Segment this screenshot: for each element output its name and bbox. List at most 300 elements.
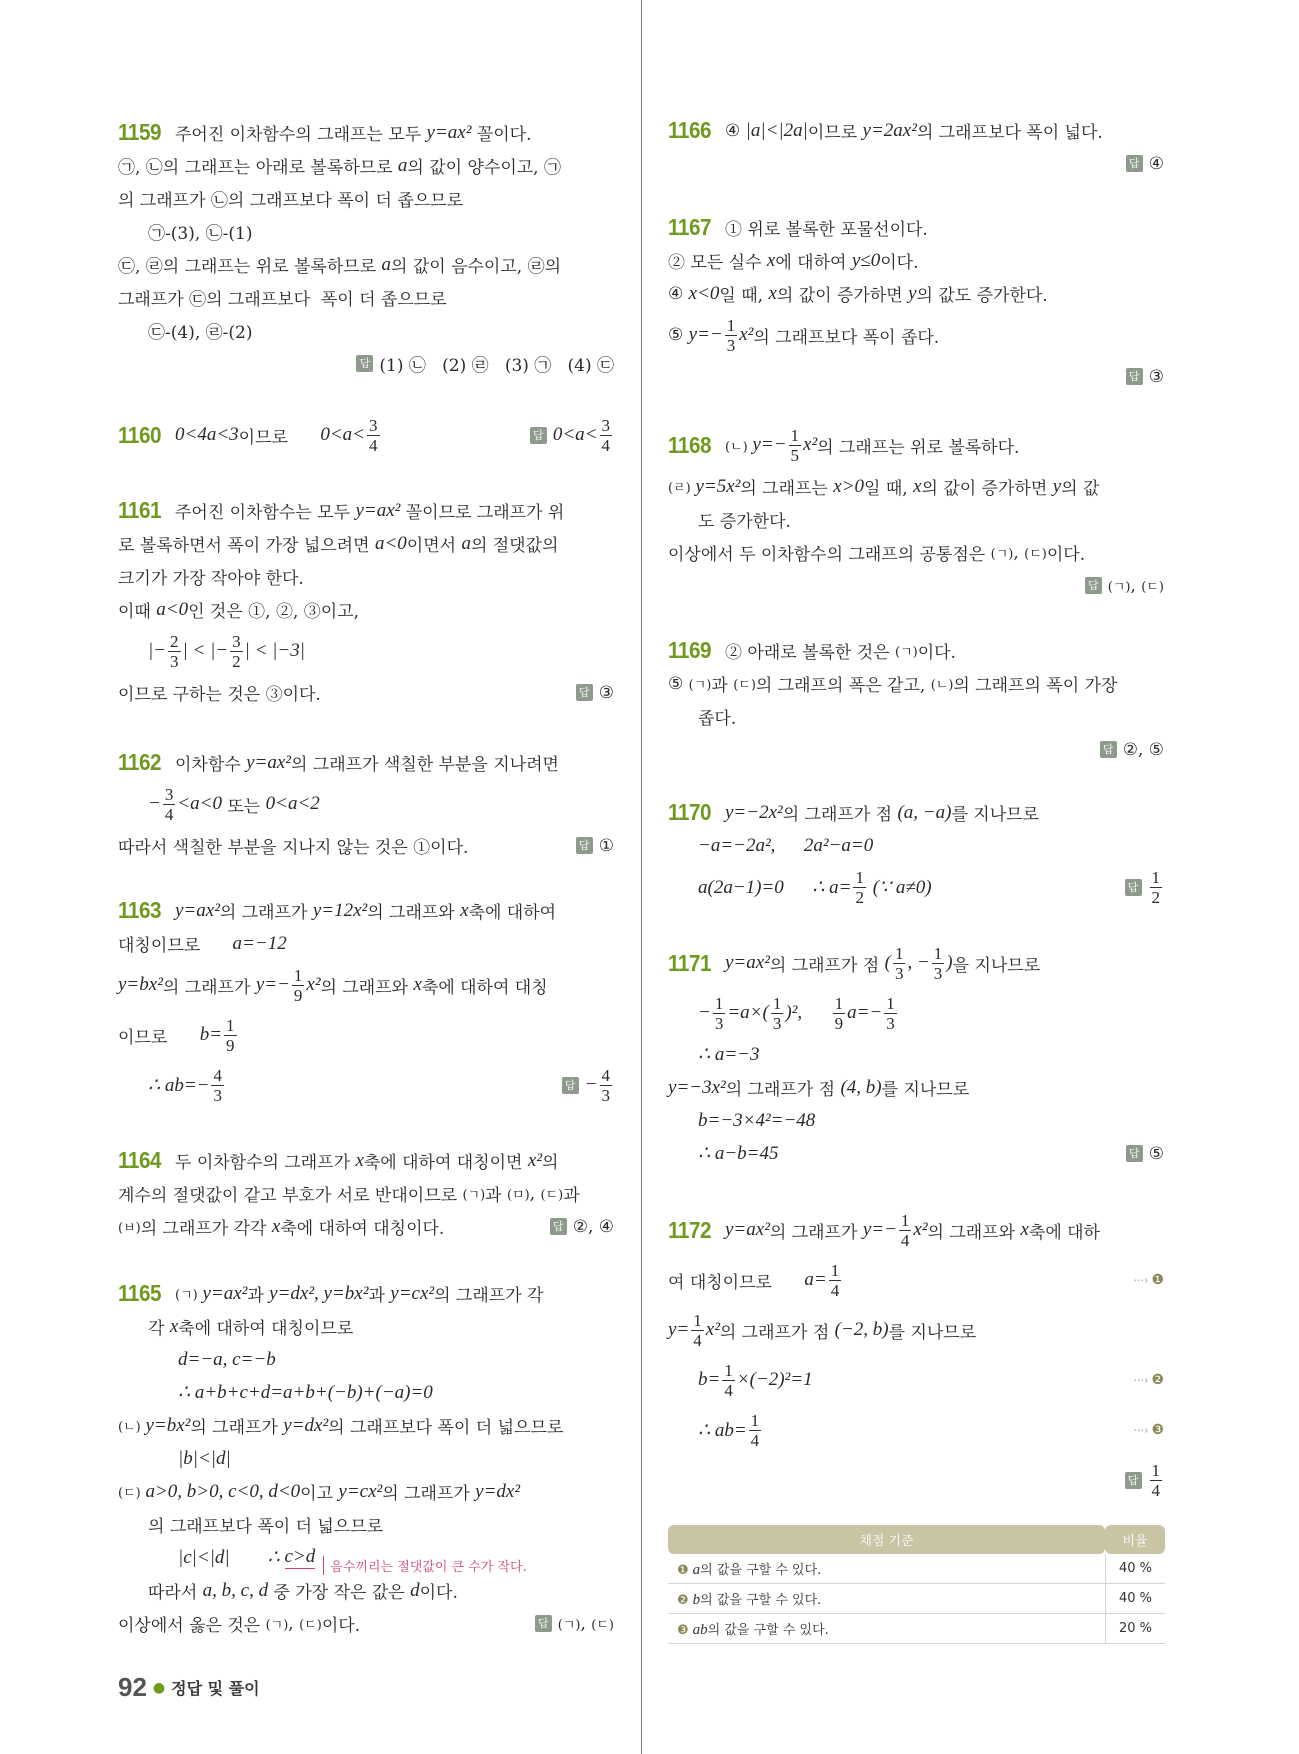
denominator: 4 — [1151, 1480, 1160, 1500]
answer — [1126, 1137, 1164, 1170]
text: 이차함수 — [175, 755, 247, 775]
grading-criteria — [668, 1584, 1105, 1614]
solution-line — [118, 281, 614, 314]
text: 꼴이므로 그래프가 위 — [400, 503, 565, 523]
text: 의 그래프와 — [367, 903, 461, 923]
fraction — [725, 316, 738, 355]
solution-line — [668, 420, 1164, 470]
text: 이므로 구하는 것은 ③이다. — [118, 685, 321, 705]
text: 따라서 — [148, 1583, 203, 1603]
text: 의 그래프가 각각 — [140, 1219, 272, 1239]
answer — [1100, 733, 1164, 766]
problem-number: 1166 — [668, 117, 712, 143]
solution-line — [118, 149, 614, 182]
solution-line — [118, 560, 614, 593]
solution-line — [668, 569, 1164, 602]
solution-line — [668, 1104, 1164, 1137]
solution-line — [668, 503, 1164, 536]
solution-line — [668, 988, 1164, 1038]
problem-1165 — [118, 1277, 614, 1640]
math-expression: 0<a< — [320, 424, 366, 445]
denominator: 9 — [834, 1013, 844, 1033]
answer-badge-icon: 답 — [356, 355, 373, 372]
choice-label: (ㄱ) — [895, 645, 918, 660]
answer-badge-icon: 답 — [1100, 741, 1117, 758]
numerator: 2 — [170, 631, 179, 651]
denominator: 4 — [900, 1230, 910, 1250]
numerator: 4 — [601, 1065, 610, 1085]
solution-line — [668, 667, 1164, 700]
answer-badge-icon: 답 — [1085, 577, 1102, 594]
answer-badge-icon: 답 — [1126, 155, 1143, 172]
choice-label: (ㅂ) — [118, 1221, 141, 1236]
choice-label: (ㄷ) — [733, 678, 756, 693]
denominator: 3 — [772, 1013, 782, 1033]
numerator: 3 — [232, 631, 241, 651]
numerator: 3 — [601, 415, 610, 435]
solution-line — [668, 536, 1164, 569]
numerator: 1 — [726, 315, 736, 335]
solution-line — [118, 593, 614, 626]
text: 두 이차함수의 그래프가 — [175, 1153, 356, 1173]
math-expression: y= — [668, 1319, 690, 1340]
math-expression: 0<a< — [552, 424, 598, 445]
solution-line — [118, 1508, 614, 1541]
solution-line — [668, 796, 1164, 829]
text: 의 그래프가 색칠한 부분을 지나려면 — [290, 755, 559, 775]
math-expression: − — [148, 793, 161, 814]
fraction — [771, 994, 784, 1033]
text: ㉢, ㉣의 그래프는 위로 볼록하므로 — [118, 257, 382, 277]
problem-number: 1168 — [668, 431, 712, 458]
math-expression: y — [908, 282, 917, 304]
grading-header-ratio: 비율 — [1105, 1525, 1165, 1554]
text: 의 그래프가 점 — [769, 955, 885, 976]
denominator: 3 — [170, 651, 179, 671]
denominator: 4 — [369, 435, 378, 455]
text: 이다. — [321, 1616, 361, 1636]
problem-1159 — [118, 116, 614, 380]
problem-1172 — [668, 1205, 1164, 1505]
math-expression: a<0 — [374, 532, 407, 554]
answer — [1126, 147, 1164, 180]
text: 의 그래프가 — [219, 903, 313, 923]
choice-label: (ㄷ) — [1141, 580, 1164, 595]
choice-label: (ㄷ) — [1024, 547, 1047, 562]
denominator: 9 — [226, 1035, 235, 1055]
problem-number: 1171 — [668, 949, 712, 976]
solution-line — [668, 733, 1164, 766]
text: , — [288, 1613, 300, 1634]
numerator: 1 — [1151, 867, 1160, 887]
answer-badge-icon: 답 — [1126, 368, 1143, 385]
answer — [356, 347, 614, 380]
column-divider — [641, 0, 642, 1754]
text: 의 값 — [1061, 479, 1100, 499]
step-marker-icon: ❶ — [677, 1562, 689, 1578]
solution-line — [118, 927, 614, 960]
grading-ratio: 40 % — [1105, 1584, 1165, 1614]
solution-line — [118, 314, 614, 347]
math-expression: x² — [803, 434, 818, 455]
text: 과 — [711, 676, 734, 696]
step-marker-icon: ❷ — [677, 1592, 689, 1608]
grading-ratio: 20 % — [1105, 1614, 1165, 1644]
math-expression: x — [169, 1315, 179, 1337]
step-arrow-icon: ···› — [1133, 1273, 1149, 1287]
math-expression: ∴ a+b+c+d=a+b+(−b)+(−a)=0 — [178, 1382, 433, 1403]
answer — [1085, 569, 1164, 602]
problem-number: 1169 — [668, 637, 712, 663]
answer — [1125, 1455, 1165, 1505]
fraction — [1150, 1461, 1163, 1500]
solution-line — [668, 1455, 1164, 1505]
solution-line — [118, 116, 614, 149]
answer-badge-icon: 답 — [550, 1218, 567, 1235]
math-expression: x — [413, 974, 422, 995]
fraction — [893, 944, 906, 983]
choice-label: (ㄱ) — [175, 1288, 198, 1303]
math-expression: |b|<|d| — [178, 1447, 231, 1469]
denominator: 4 — [724, 1380, 733, 1400]
text: 인 것은 ①, ②, ③이고, — [188, 602, 360, 622]
text: 그래프가 ㉢의 그래프보다 폭이 더 좁으므로 — [118, 290, 447, 310]
variable: b — [692, 1591, 701, 1608]
solution-line — [118, 248, 614, 281]
math-expression: a(2a−1)=0 ∴ a= — [698, 876, 852, 898]
math-expression: ∴ ab=− — [148, 1074, 210, 1096]
text: 과 — [247, 1286, 270, 1306]
math-expression: ×(−2)²=1 — [736, 1369, 813, 1390]
text: 이다. — [419, 1583, 458, 1603]
math-expression: |c|<|d| ∴ — [178, 1547, 285, 1568]
text: 이므로 — [807, 123, 863, 143]
problem-number: 1167 — [668, 214, 712, 240]
text: ② 모든 실수 — [668, 253, 767, 273]
denominator: 2 — [1151, 887, 1160, 907]
math-expression: (a, −a) — [897, 801, 952, 823]
problem-1170 — [668, 796, 1164, 912]
choice-label: (ㄷ) — [299, 1618, 322, 1633]
text: ⑤ — [668, 325, 689, 345]
problem-1162 — [118, 746, 614, 862]
grading-criteria — [668, 1554, 1105, 1584]
text: 꼴이다. — [471, 125, 532, 145]
math-expression: b=−3×4²=−48 — [698, 1109, 816, 1131]
text: 축에 대하여 대칭이므로 — [178, 1319, 354, 1339]
page-footer — [118, 1672, 260, 1703]
fraction — [691, 1311, 704, 1350]
solution-line — [118, 829, 614, 862]
numerator: 1 — [790, 425, 800, 445]
text: 의 그래프의 폭은 같고, — [755, 676, 931, 696]
text: , — [580, 1613, 592, 1634]
math-expression: ∴ a−b=45 — [698, 1143, 779, 1164]
math-expression: y=− — [255, 974, 290, 995]
math-expression: x — [766, 249, 776, 271]
math-expression: x — [355, 1149, 364, 1171]
math-expression: y=−2x² — [725, 801, 783, 823]
solution-line — [668, 1305, 1164, 1355]
choice-label: (ㄴ) — [118, 1420, 141, 1435]
problem-1169 — [668, 634, 1164, 766]
numerator: 1 — [293, 965, 303, 985]
math-expression: y≤0 — [851, 249, 881, 271]
numerator: 1 — [933, 943, 943, 963]
text: 도 증가한다. — [698, 512, 791, 532]
text: 의 값이 음수이고, ㉣의 — [391, 257, 561, 277]
math-expression: − — [584, 1074, 598, 1095]
solution-line — [668, 829, 1164, 862]
math-expression: y=ax² — [725, 952, 770, 973]
text: ① 위로 볼록한 포물선이다. — [725, 220, 928, 240]
math-expression: ∴ a=−3 — [698, 1044, 760, 1065]
fraction — [722, 1361, 735, 1400]
solution-line — [668, 1405, 1164, 1455]
fraction — [168, 632, 181, 671]
grading-ratio: 40 % — [1105, 1554, 1165, 1584]
text: ②, ④ — [572, 1216, 614, 1237]
answer-badge-icon: 답 — [1126, 1145, 1143, 1162]
text: 축에 대하여 대칭 — [421, 977, 548, 998]
math-expression: ( — [884, 952, 891, 973]
math-expression: | < |− — [182, 640, 229, 661]
math-expression: | < |−3| — [244, 640, 305, 661]
text: ③ — [1148, 366, 1164, 387]
solution-line — [118, 1409, 614, 1442]
math-expression: |− — [148, 640, 167, 661]
math-expression: b= — [199, 1024, 223, 1045]
math-expression: y=5x² — [690, 475, 741, 497]
choice-label: (ㄷ) — [118, 1486, 141, 1501]
math-expression: x² — [705, 1319, 720, 1340]
answer-badge-icon: 답 — [1125, 1472, 1142, 1489]
math-expression: , − — [907, 952, 930, 973]
math-expression: 0<4a<3 — [175, 424, 239, 445]
answer-badge-icon: 답 — [562, 1077, 579, 1094]
problem-number: 1159 — [118, 119, 162, 145]
numerator: 1 — [900, 1210, 910, 1230]
text: ② 아래로 볼록한 것은 — [725, 643, 895, 663]
solution-line — [668, 1205, 1164, 1255]
math-expression: a, b, c, d — [202, 1579, 269, 1601]
text: , — [1013, 542, 1025, 563]
text: 이므로 — [118, 1027, 200, 1048]
numerator: 1 — [855, 867, 864, 887]
fraction — [1150, 868, 1163, 907]
denominator: 3 — [714, 1013, 724, 1033]
math-expression: a — [397, 154, 408, 176]
bullet-icon: ● — [152, 1679, 166, 1696]
fraction — [853, 868, 866, 907]
step-arrow-icon: ···› — [1133, 1373, 1149, 1387]
problem-1163 — [118, 894, 614, 1110]
math-expression: y=cx² — [390, 1282, 435, 1304]
grading-row — [668, 1614, 1165, 1644]
denominator: 3 — [933, 963, 943, 983]
text: 의 그래프가 — [769, 1222, 863, 1243]
problem-number: 1164 — [118, 1147, 162, 1173]
text: 의 그래프가 점 — [725, 1080, 841, 1100]
text: 의 그래프와 — [927, 1222, 1021, 1243]
numerator: 1 — [830, 1260, 840, 1280]
numerator: 1 — [886, 993, 895, 1013]
solution-line — [118, 626, 614, 676]
answer — [576, 676, 614, 709]
solution-line — [668, 938, 1164, 988]
math-expression: y=ax² — [426, 121, 472, 143]
fraction — [163, 785, 176, 824]
math-expression: x — [460, 899, 469, 921]
solution-line — [668, 1137, 1164, 1170]
text: ②, ⑤ — [1122, 739, 1164, 760]
text: 일 때, — [864, 479, 914, 499]
denominator: 9 — [293, 985, 303, 1005]
solution-line — [118, 746, 614, 779]
fraction — [600, 1066, 613, 1105]
choice-label: (ㄱ) — [990, 547, 1014, 562]
text: 축에 대하여 — [468, 903, 557, 923]
solution-line — [118, 960, 614, 1010]
solution-line — [668, 211, 1164, 244]
solution-line — [118, 1010, 614, 1060]
solution-line — [118, 410, 614, 460]
criteria-text: 의 값을 구할 수 있다. — [700, 1592, 822, 1608]
math-expression: x² — [306, 974, 321, 995]
math-expression: b= — [698, 1369, 721, 1390]
answer-badge-icon: 답 — [530, 427, 547, 444]
math-expression: −a=−2a², 2a²−a=0 — [698, 834, 874, 856]
choice-label: (ㄹ) — [668, 481, 691, 496]
problem-number: 1161 — [118, 497, 162, 523]
denominator: 3 — [213, 1085, 222, 1105]
text: 이때 — [118, 602, 157, 622]
solution-line — [118, 1177, 614, 1210]
answer — [535, 1607, 614, 1640]
choice-label: (ㄱ) — [1107, 580, 1131, 595]
problem-1168 — [668, 420, 1164, 602]
math-expression: =a×( — [727, 1002, 769, 1023]
math-expression: − — [698, 1002, 711, 1023]
fraction — [829, 1261, 842, 1300]
solution-line — [668, 470, 1164, 503]
grading-criteria — [668, 1614, 1105, 1644]
text: 의 그래프는 — [740, 479, 834, 499]
problem-number: 1165 — [118, 1280, 162, 1306]
text: 따라서 색칠한 부분을 지나지 않는 것은 ①이다. — [118, 838, 469, 858]
fraction — [713, 994, 726, 1033]
text: 각 — [148, 1319, 170, 1339]
text: ㉠-(3), ㉡-(1) — [148, 224, 253, 244]
text: 를 지나므로 — [888, 1322, 977, 1343]
solution-line — [668, 114, 1164, 147]
denominator: 3 — [601, 1085, 610, 1105]
text: 이다. — [1046, 545, 1086, 565]
text: 를 지나므로 — [881, 1080, 970, 1100]
math-expression: d — [410, 1579, 420, 1601]
math-expression: y=bx² — [140, 1414, 191, 1436]
math-expression: y=ax² — [355, 499, 401, 521]
text: ㉢-(4), ㉣-(2) — [148, 323, 253, 343]
math-expression: x² — [527, 1149, 543, 1171]
problem-1167 — [668, 211, 1164, 393]
denominator: 3 — [726, 335, 736, 355]
text: 이다. — [880, 253, 919, 273]
answer — [562, 1060, 614, 1110]
solution-line — [118, 779, 614, 829]
text: 의 그래프보다 폭이 넓다. — [916, 123, 1103, 143]
solution-line — [118, 1376, 614, 1409]
text: ③ — [598, 682, 614, 703]
math-expression: 0<a<2 — [265, 793, 320, 814]
text: ⑤ — [1148, 1143, 1164, 1164]
numerator: 1 — [750, 1410, 760, 1430]
math-expression: a=−12 — [232, 932, 287, 954]
text: 이상에서 옳은 것은 — [118, 1616, 266, 1636]
solution-line — [668, 147, 1164, 180]
denominator: 4 — [601, 435, 610, 455]
text: ⑤ — [668, 673, 689, 694]
solution-line — [118, 527, 614, 560]
math-expression: y=− — [747, 434, 787, 455]
solution-line — [668, 310, 1164, 360]
solution-line — [118, 1541, 614, 1574]
choice-label: (ㄷ) — [591, 1618, 614, 1633]
fraction — [230, 632, 243, 671]
answer-badge-icon: 답 — [1125, 879, 1142, 896]
numerator: 1 — [693, 1310, 702, 1330]
denominator: 2 — [232, 651, 241, 671]
text: 계수의 절댓값이 같고 부호가 서로 반대이므로 — [118, 1186, 463, 1206]
math-expression: x>0 — [833, 475, 865, 497]
math-expression: a — [381, 253, 391, 275]
text: 의 값이 양수이고, ㉠ — [407, 158, 561, 178]
text: 로 볼록하면서 폭이 가장 넓으려면 — [118, 536, 375, 556]
denominator: 4 — [164, 804, 174, 824]
answer — [576, 829, 614, 862]
text: , — [1130, 575, 1142, 596]
text: 여 대칭이므로 — [668, 1272, 805, 1293]
numerator: 1 — [772, 993, 782, 1013]
solution-line — [118, 1277, 614, 1310]
math-expression: x — [1020, 1219, 1029, 1240]
solution-line — [118, 215, 614, 248]
fraction — [292, 966, 305, 1005]
math-expression: (∵ a≠0) — [867, 876, 932, 898]
math-expression: x² — [739, 324, 754, 345]
numerator: 1 — [1151, 1460, 1160, 1480]
text: 이고 — [300, 1484, 339, 1504]
text: 또는 — [221, 796, 266, 817]
grading-header-criteria: 채점 기준 — [668, 1525, 1105, 1554]
math-expression: y=ax² — [725, 1219, 770, 1240]
choice-label: (ㄴ) — [725, 439, 748, 455]
problem-1164 — [118, 1144, 614, 1243]
math-expression: y=−3x² — [668, 1076, 726, 1098]
grading-row — [668, 1584, 1165, 1614]
choice-label: (ㄷ) — [540, 1188, 564, 1203]
criteria-text: 의 값을 구할 수 있다. — [700, 1562, 822, 1578]
fraction — [600, 416, 613, 455]
solution-line — [668, 1071, 1164, 1104]
annotation-note: 음수끼리는 절댓값이 큰 수가 작다. — [323, 1556, 526, 1575]
math-expression: (4, b) — [840, 1076, 882, 1098]
problem-number: 1163 — [118, 897, 162, 923]
text: 의 그래프의 폭이 가장 — [953, 676, 1118, 696]
solution-line — [118, 1144, 614, 1177]
solution-line — [118, 494, 614, 527]
problem-number: 1170 — [668, 799, 712, 825]
